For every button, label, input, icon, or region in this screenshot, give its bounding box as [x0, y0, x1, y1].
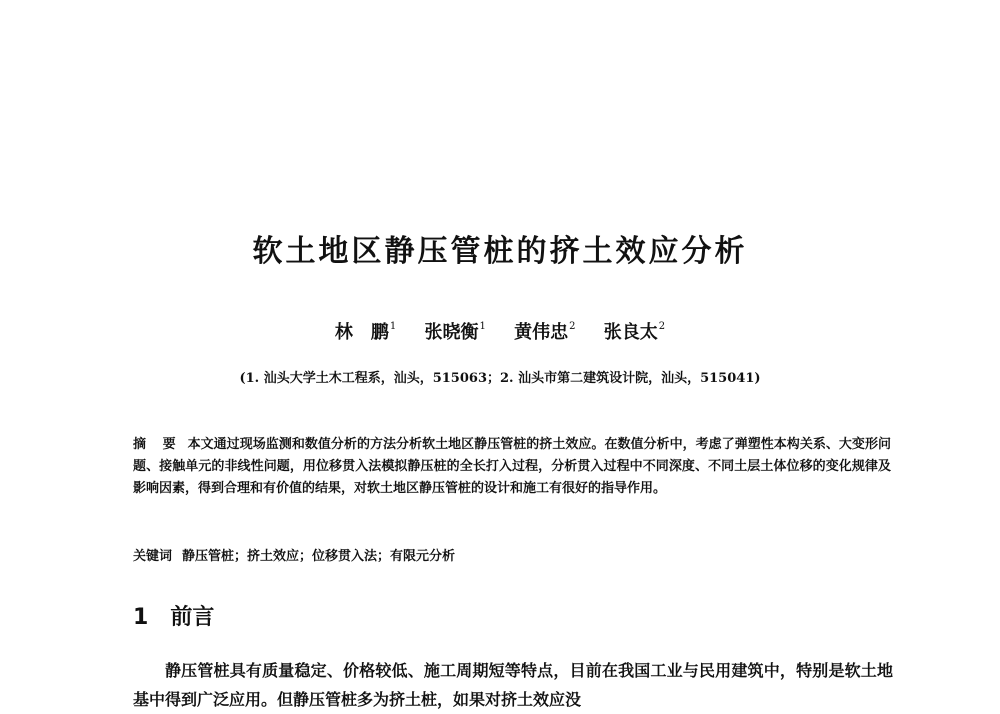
section-title: 前言	[170, 605, 215, 630]
author-affil-mark: 1	[389, 321, 397, 332]
author-affil-mark: 1	[479, 321, 486, 332]
keywords-text: 静压管桩；挤土效应；位移贯入法；有限元分析	[182, 549, 456, 564]
author-2	[424, 318, 485, 344]
author-3	[514, 318, 575, 344]
paper-title: 软土地区静压管桩的挤土效应分析	[252, 234, 748, 269]
author-affil-mark: 2	[658, 321, 666, 332]
author-name: 黄伟忠	[514, 322, 569, 343]
author-list	[0, 318, 1000, 344]
author-name: 张晓衡	[424, 322, 479, 343]
author-name: 张良太	[603, 322, 658, 343]
section-number: 1	[133, 605, 149, 630]
abstract	[133, 434, 891, 500]
keywords	[133, 545, 891, 564]
author-name: 林 鹏	[334, 322, 389, 343]
body-paragraph: 静压管桩具有质量稳定、价格较低、施工周期短等特点，目前在我国工业与民用建筑中，特别是软土地基中得到广泛应用。但静压管桩多为挤土桩，如果对挤土效应没	[133, 661, 893, 709]
keywords-label: 关键词	[133, 549, 173, 564]
abstract-text: 本文通过现场监测和数值分析的方法分析软土地区静压管桩的挤土效应。在数值分析中，考虑了弹塑性本构关系、大变形问题、接触单元的非线性问题，用位移贯入法模拟静压桩的全长打入过程，分析贯入过程中不同深度、不同土层土体位移的变化规律及影响因素，得到合理和有价值的结果，对软土地区静压管桩的设计和施工有很好的指导作用。	[133, 437, 891, 496]
section-heading	[133, 600, 214, 631]
abstract-label: 摘 要	[133, 437, 182, 452]
author-affil-mark: 2	[569, 321, 576, 332]
author-1	[335, 318, 396, 344]
author-4	[604, 318, 665, 344]
affiliation: (1. 汕头大学土木工程系，汕头，515063；2. 汕头市第二建筑设计院，汕头，515041)	[239, 371, 761, 386]
